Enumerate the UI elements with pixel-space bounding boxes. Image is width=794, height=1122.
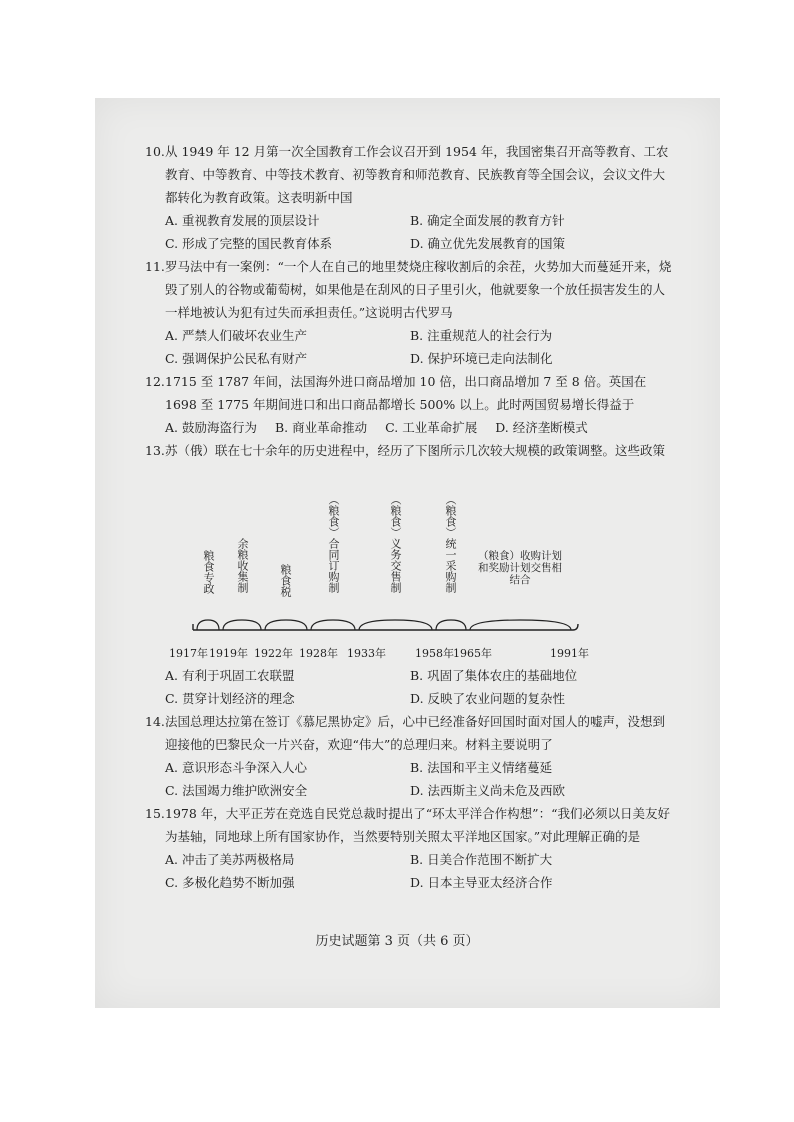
option-b: B. 巩固了集体农庄的基础地位 xyxy=(410,668,578,683)
exam-content xyxy=(145,140,675,894)
question-11 xyxy=(145,255,675,370)
option-d: D. 确立优先发展教育的国策 xyxy=(410,236,566,251)
year-label: 1919年 xyxy=(209,647,248,660)
option-c: C. 法国竭力维护欧洲安全 xyxy=(165,783,308,798)
option-b: B. 法国和平主义情绪蔓延 xyxy=(410,760,553,775)
option-d: D. 法西斯主义尚未危及西欧 xyxy=(410,783,566,798)
question-stem: 从 1949 年 12 月第一次全国教育工作会议召开到 1954 年，我国密集召开高等教育、工农教育、中等教育、中等技术教育、初等教育和师范教育、民族教育等全国会议，会议文件大都转化为教育政策。这表明新中国 xyxy=(165,144,669,205)
question-13 xyxy=(145,439,675,710)
question-number: 14. xyxy=(145,714,165,729)
question-12 xyxy=(145,370,675,439)
options xyxy=(145,209,675,255)
option-c: C. 工业革命扩展 xyxy=(385,420,478,435)
page-footer: 历史试题第 3 页（共 6 页） xyxy=(315,934,479,949)
option-a: A. 意识形态斗争深入人心 xyxy=(165,760,307,775)
question-number: 15. xyxy=(145,806,165,821)
question-stem: 法国总理达拉第在签订《慕尼黑协定》后，心中已经准备好回国时面对国人的嘘声，没想到迎接他的巴黎民众一片兴奋，欢迎“伟大”的总理归来。材料主要说明了 xyxy=(165,714,666,752)
option-c: C. 强调保护公民私有财产 xyxy=(165,351,308,366)
options xyxy=(145,756,675,802)
question-stem: 1978 年，大平正芳在竞选自民党总裁时提出了“环太平洋合作构想”：“我们必须以日美友好为基轴，同地球上所有国家协作，当然要特别关照太平洋地区国家。”对此理解正确的是 xyxy=(165,806,670,844)
policy-label: （粮食）统一采购制 xyxy=(444,494,457,593)
question-number: 12. xyxy=(145,374,165,389)
policy-label: 粮食税 xyxy=(279,564,292,597)
question-15 xyxy=(145,802,675,894)
option-a: A. 重视教育发展的顶层设计 xyxy=(165,213,320,228)
option-c: C. 贯穿计划经济的理念 xyxy=(165,691,295,706)
option-b: B. 日美合作范围不断扩大 xyxy=(410,852,553,867)
options xyxy=(145,848,675,894)
option-a: A. 严禁人们破坏农业生产 xyxy=(165,328,307,343)
option-d: D. 反映了农业问题的复杂性 xyxy=(410,691,566,706)
options xyxy=(145,416,675,439)
option-d: D. 经济垄断模式 xyxy=(495,420,588,435)
policy-label: 余粮收集制 xyxy=(236,538,249,593)
option-b: B. 注重规范人的社会行为 xyxy=(410,328,553,343)
timeline-axis xyxy=(145,464,675,664)
question-number: 10. xyxy=(145,144,165,159)
question-stem: 罗马法中有一案例：“一个人在自己的地里焚烧庄稼收割后的余茬，火势加大而蔓延开来，烧毁了别人的谷物或葡萄树，如果他是在刮风的日子里引火，他就要象一个放任损害发生的人一样地被认为犯有过失而承担责任。”这说明古代罗马 xyxy=(165,259,672,320)
question-stem: 苏（俄）联在七十余年的历史进程中，经历了下图所示几次较大规模的政策调整。这些政策 xyxy=(165,443,666,458)
option-c: C. 形成了完整的国民教育体系 xyxy=(165,236,333,251)
option-d: D. 保护环境已走向法制化 xyxy=(410,351,553,366)
option-d: D. 日本主导亚太经济合作 xyxy=(410,875,553,890)
options xyxy=(145,324,675,370)
option-b: B. 商业革命推动 xyxy=(274,420,368,435)
options xyxy=(145,664,675,710)
year-label: 1933年 xyxy=(347,647,386,660)
year-label: 1958年 xyxy=(415,647,454,660)
option-a: A. 鼓励海盗行为 xyxy=(165,420,257,435)
question-number: 11. xyxy=(145,259,165,274)
option-c: C. 多极化趋势不断加强 xyxy=(165,875,295,890)
year-label: 1917年 xyxy=(169,647,208,660)
question-14 xyxy=(145,710,675,802)
question-10 xyxy=(145,140,675,255)
question-number: 13. xyxy=(145,443,165,458)
year-label: 1991年 xyxy=(550,647,589,660)
policy-label: 粮食专政 xyxy=(202,550,215,594)
policy-label: （粮食）合同订购制 xyxy=(327,494,340,593)
option-a: A. 冲击了美苏两极格局 xyxy=(165,852,295,867)
option-b: B. 确定全面发展的教育方针 xyxy=(410,213,565,228)
policy-label: （粮食）义务交售制 xyxy=(389,494,402,593)
option-a: A. 有利于巩固工农联盟 xyxy=(165,668,295,683)
policy-timeline xyxy=(145,464,675,664)
year-label: 1922年 xyxy=(254,647,293,660)
policy-label: （粮食）收购计划和奖励计划交售相结合 xyxy=(478,550,562,586)
year-label: 1928年 xyxy=(299,647,338,660)
question-stem: 1715 至 1787 年间，法国海外进口商品增加 10 倍，出口商品增加 7 至 8 倍。英国在 1698 至 1775 年期间进口和出口商品都增长 500% 以上。此时两国贸易增长得益于 xyxy=(165,374,647,412)
year-label: 1965年 xyxy=(453,647,492,660)
